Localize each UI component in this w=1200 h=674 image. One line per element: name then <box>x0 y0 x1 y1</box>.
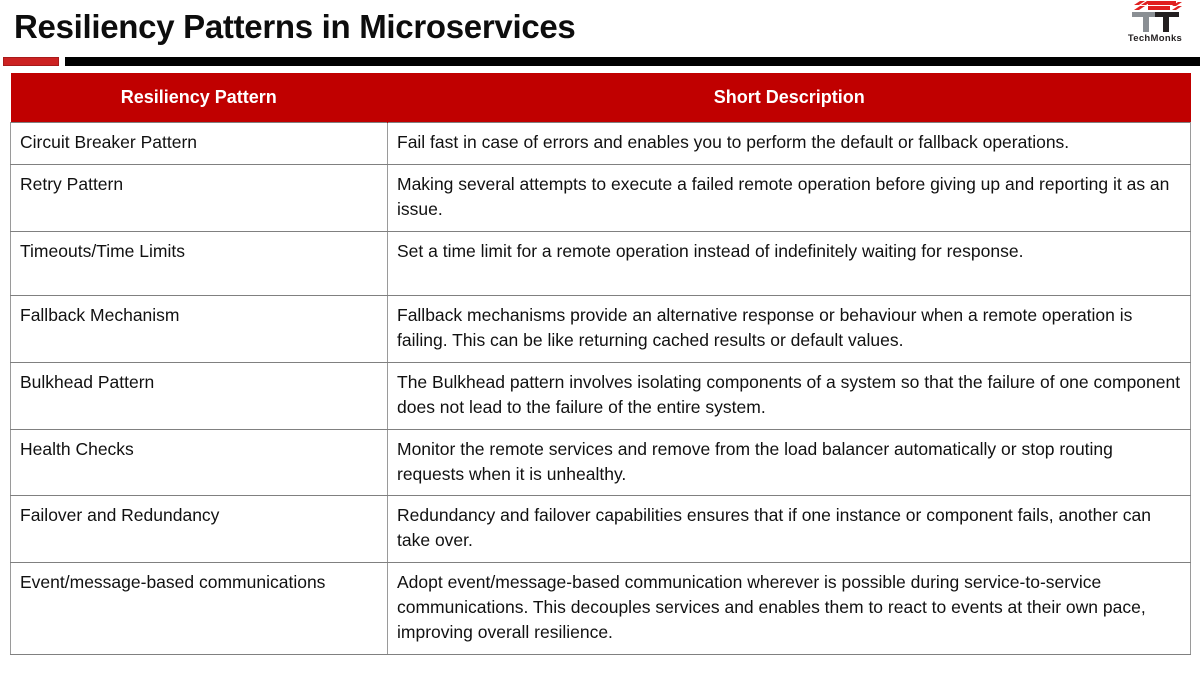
table-row <box>11 363 1191 430</box>
table-row <box>11 429 1191 496</box>
cell-description: Adopt event/message-based communication wherever is possible during service-to-service communications. This decouples services and enables them to react to events at their own pace, improving overall resilience. <box>388 563 1191 655</box>
column-header-pattern: Resiliency Pattern <box>11 73 388 123</box>
table-body <box>11 123 1191 655</box>
cell-pattern: Failover and Redundancy <box>11 496 388 563</box>
resiliency-patterns-table-wrap <box>10 73 1190 655</box>
table-header-row <box>11 73 1191 123</box>
techmonks-logo <box>1118 1 1192 51</box>
table-header <box>11 73 1191 123</box>
accent-bar-red <box>3 57 59 66</box>
cell-pattern: Circuit Breaker Pattern <box>11 123 388 165</box>
resiliency-patterns-table <box>10 73 1191 655</box>
table-row <box>11 123 1191 165</box>
table-row <box>11 563 1191 655</box>
cell-description: Redundancy and failover capabilities ensures that if one instance or component fails, another can take over. <box>388 496 1191 563</box>
cell-description: Set a time limit for a remote operation instead of indefinitely waiting for response. <box>388 231 1191 296</box>
title-band <box>0 0 1200 56</box>
techmonks-logo-text: TechMonks <box>1127 33 1183 44</box>
cell-pattern: Health Checks <box>11 429 388 496</box>
cell-description: Monitor the remote services and remove from the load balancer automatically or stop routing requests when it is unhealthy. <box>388 429 1191 496</box>
cell-pattern: Bulkhead Pattern <box>11 363 388 430</box>
page-title: Resiliency Patterns in Microservices <box>14 8 576 45</box>
cell-description: Making several attempts to execute a failed remote operation before giving up and reporting it as an issue. <box>388 164 1191 231</box>
cell-description: Fail fast in case of errors and enables you to perform the default or fallback operations. <box>388 123 1191 165</box>
cell-description: The Bulkhead pattern involves isolating components of a system so that the failure of one component does not lead to the failure of the entire system. <box>388 363 1191 430</box>
cell-pattern: Timeouts/Time Limits <box>11 231 388 296</box>
techmonks-logo-mark <box>1118 1 1192 34</box>
table-row <box>11 164 1191 231</box>
table-row <box>11 496 1191 563</box>
cell-pattern: Retry Pattern <box>11 164 388 231</box>
table-row <box>11 231 1191 296</box>
cell-description: Fallback mechanisms provide an alternative response or behaviour when a remote operation is failing. This can be like returning cached results or default values. <box>388 296 1191 363</box>
cell-pattern: Fallback Mechanism <box>11 296 388 363</box>
cell-pattern: Event/message-based communications <box>11 563 388 655</box>
accent-bar-black <box>65 57 1200 66</box>
table-row <box>11 296 1191 363</box>
column-header-description: Short Description <box>388 73 1191 123</box>
title-accent-bars <box>0 56 1200 70</box>
